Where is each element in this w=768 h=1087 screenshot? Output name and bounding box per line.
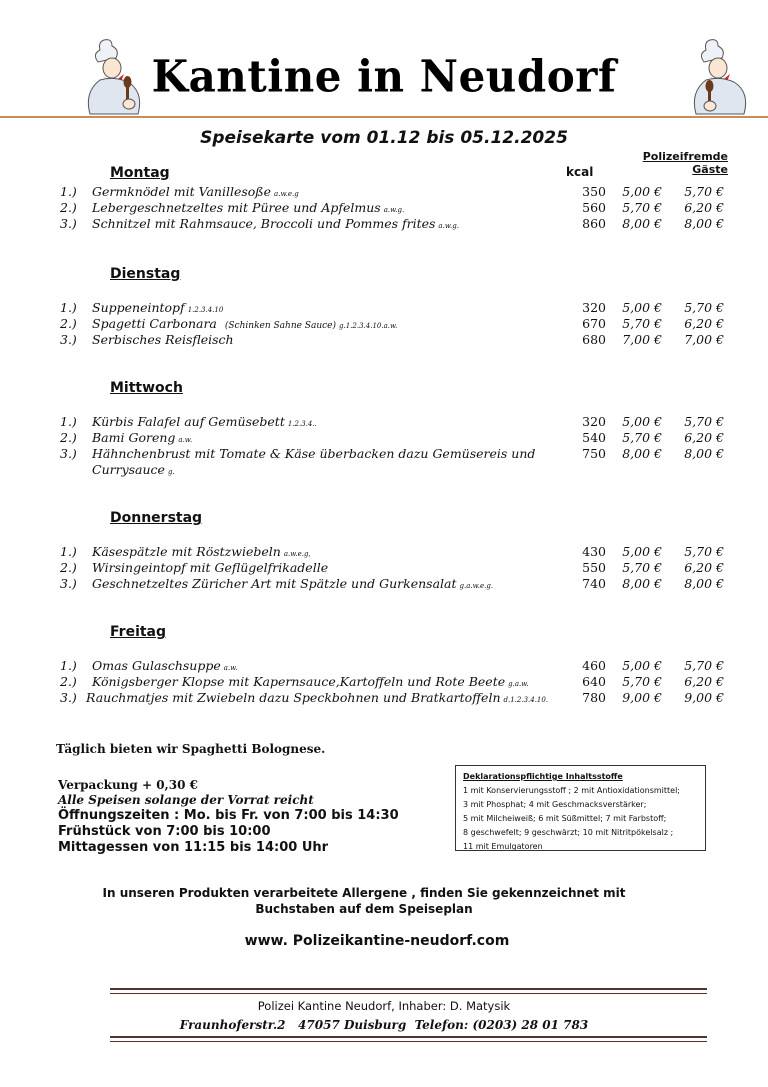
dish-name [92, 576, 493, 591]
price: 9,00 € [622, 690, 662, 705]
price: 5,00 € [622, 414, 662, 429]
menu-item [0, 544, 768, 560]
allergen-codes: g.a.w. [508, 680, 529, 688]
allergen-codes: 1.2.3.4.10 [187, 306, 224, 314]
guest-price: 7,00 € [684, 332, 724, 347]
footer-address: Fraunhoferstr.2 47057 Duisburg Telefon: (0203) 28 01 783 [179, 1018, 589, 1032]
guest-price: 5,70 € [684, 658, 724, 673]
guest-price: 8,00 € [684, 446, 724, 461]
dish-name [92, 430, 192, 445]
kcal-value: 740 [582, 576, 606, 591]
guest-price: 9,00 € [684, 690, 724, 705]
dish-name [92, 200, 404, 215]
allergen-codes: 1.2.3.4.. [287, 420, 317, 428]
declaration-line: 3 mit Phosphat; 4 mit Geschmacksverstärker; [463, 800, 647, 809]
dish-title: Hähnchenbrust mit Tomate & Käse überbacken dazu Gemüsereis und [92, 446, 536, 461]
dish-title: Wirsingeintopf mit Geflügelfrikadelle [92, 560, 329, 575]
dish-title: Bami Goreng [92, 430, 176, 445]
dish-name [92, 316, 397, 331]
dish-title: Kürbis Falafel auf Gemüsebett [92, 414, 285, 429]
kcal-value: 320 [582, 300, 606, 315]
guest-price: 5,70 € [684, 414, 724, 429]
dish-name [92, 544, 311, 559]
dish-title: Omas Gulaschsuppe [92, 658, 221, 673]
dish-title: Lebergeschnetzeltes mit Püree und Apfelmus [92, 200, 381, 215]
kcal-value: 750 [582, 446, 606, 461]
item-number: 3.) [60, 332, 77, 347]
allergen-codes: g.1.2.3.4.10.a.w. [339, 322, 398, 330]
price: 8,00 € [622, 216, 662, 231]
dish-name [86, 690, 548, 705]
item-number: 2.) [60, 560, 77, 575]
supply-note: Alle Speisen solange der Vorrat reicht [58, 793, 314, 807]
kcal-value: 780 [582, 690, 606, 705]
guest-price: 6,20 € [684, 316, 724, 331]
day-heading-freitag: Freitag [110, 624, 167, 640]
dish-name [92, 674, 529, 689]
dish-name [92, 184, 299, 199]
menu-item [0, 316, 768, 332]
price: 5,00 € [622, 658, 662, 673]
allergen-codes: a.w.g. [383, 206, 405, 214]
dish-title: Königsberger Klopse mit Kapernsauce,Kartoffeln und Rote Beete [92, 674, 506, 689]
dish-title: Geschnetzeltes Züricher Art mit Spätzle und Gurkensalat [92, 576, 457, 591]
kcal-value: 540 [582, 430, 606, 445]
kcal-value: 350 [582, 184, 606, 199]
dish-continuation [92, 462, 175, 477]
dish-name [92, 332, 234, 347]
item-number: 1.) [60, 300, 77, 315]
guest-price: 8,00 € [684, 576, 724, 591]
dish-title: Suppeneintopf [92, 300, 185, 315]
dish-title: Serbisches Reisfleisch [92, 332, 234, 347]
dish-name [92, 560, 328, 575]
allergen-codes: d.1.2.3.4.10. [503, 696, 549, 704]
price: 8,00 € [622, 576, 662, 591]
kcal-value: 640 [582, 674, 606, 689]
guest-price: 5,70 € [684, 184, 724, 199]
menu-item [0, 332, 768, 348]
page-title: Kantine in Neudorf [151, 50, 617, 103]
guest-column-header-line2: Gäste [692, 163, 728, 176]
guest-price: 6,20 € [684, 674, 724, 689]
item-number: 2.) [60, 674, 77, 689]
dish-name [92, 414, 317, 429]
dish-title: Spagetti Carbonara [92, 316, 217, 331]
footer-divider-top [110, 988, 707, 990]
kcal-value: 320 [582, 414, 606, 429]
menu-item [0, 300, 768, 316]
menu-item [0, 576, 768, 592]
allergen-codes: a.w.e.g [274, 190, 299, 198]
guest-price: 8,00 € [684, 216, 724, 231]
day-heading-mittwoch: Mittwoch [110, 380, 183, 396]
allergen-note-line1: In unseren Produkten verarbeitete Allergene , finden Sie gekennzeichnet mit [102, 886, 626, 900]
price: 5,00 € [622, 184, 662, 199]
dish-note: (Schinken Sahne Sauce) [224, 321, 337, 331]
dish-name [92, 216, 459, 231]
menu-item [0, 200, 768, 216]
menu-item [0, 430, 768, 446]
declaration-title: Deklarationspflichtige Inhaltsstoffe [463, 772, 623, 781]
menu-item [0, 674, 768, 690]
price: 5,70 € [622, 560, 662, 575]
dish-name [92, 446, 535, 461]
footer-divider-top-thin [110, 993, 707, 994]
packaging-fee: Verpackung + 0,30 € [58, 778, 198, 792]
declaration-line: 5 mit Milcheiweiß; 6 mit Süßmittel; 7 mit Farbstoff; [463, 814, 667, 823]
dish-name [92, 300, 223, 315]
dish-name [92, 658, 238, 673]
website-link[interactable]: www. Polizeikantine-neudorf.com [244, 933, 510, 949]
menu-item [0, 690, 768, 706]
item-number: 1.) [60, 414, 77, 429]
price: 5,70 € [622, 430, 662, 445]
footer-owner: Polizei Kantine Neudorf, Inhaber: D. Matysik [257, 999, 511, 1013]
breakfast-hours: Frühstück von 7:00 bis 10:00 [58, 824, 271, 839]
price: 5,00 € [622, 544, 662, 559]
menu-item [0, 560, 768, 576]
item-number: 2.) [60, 430, 77, 445]
kcal-value: 460 [582, 658, 606, 673]
kcal-value: 550 [582, 560, 606, 575]
daily-offer: Täglich bieten wir Spaghetti Bolognese. [56, 742, 326, 756]
dish-title: Rauchmatjes mit Zwiebeln dazu Speckbohnen und Bratkartoffeln [86, 690, 501, 705]
item-number: 3.) [60, 446, 77, 461]
item-number: 3.) [60, 690, 77, 705]
day-heading-montag: Montag [110, 165, 170, 181]
price: 5,70 € [622, 200, 662, 215]
guest-price: 6,20 € [684, 430, 724, 445]
opening-hours: Öffnungszeiten : Mo. bis Fr. von 7:00 bis 14:30 [58, 808, 399, 823]
guest-price: 5,70 € [684, 300, 724, 315]
declaration-line: 1 mit Konservierungsstoff ; 2 mit Antioxidationsmittel; [463, 786, 681, 795]
price: 5,70 € [622, 316, 662, 331]
footer-divider-bottom [110, 1036, 707, 1038]
allergen-codes: a.w. [223, 664, 238, 672]
item-number: 1.) [60, 658, 77, 673]
allergen-codes: g. [167, 468, 175, 476]
allergen-note-line2: Buchstaben auf dem Speiseplan [255, 902, 473, 916]
kcal-column-header: kcal [566, 165, 594, 179]
kcal-value: 860 [582, 216, 606, 231]
kcal-value: 670 [582, 316, 606, 331]
price: 8,00 € [622, 446, 662, 461]
price: 5,70 € [622, 674, 662, 689]
header-divider [0, 116, 768, 118]
guest-price: 6,20 € [684, 200, 724, 215]
allergen-codes: g.a.w.e.g. [459, 582, 494, 590]
guest-price: 5,70 € [684, 544, 724, 559]
price: 5,00 € [622, 300, 662, 315]
item-number: 2.) [60, 200, 77, 215]
kcal-value: 680 [582, 332, 606, 347]
declaration-box [455, 765, 706, 851]
dish-continuation-text: Currysauce [92, 462, 165, 477]
menu-item [0, 414, 768, 430]
menu-item [0, 216, 768, 232]
item-number: 1.) [60, 544, 77, 559]
guest-price: 6,20 € [684, 560, 724, 575]
kcal-value: 430 [582, 544, 606, 559]
day-heading-donnerstag: Donnerstag [110, 510, 203, 526]
menu-date-range: Speisekarte vom 01.12 bis 05.12.2025 [200, 128, 568, 148]
declaration-line: 8 geschwefelt; 9 geschwärzt; 10 mit Nitritpökelsalz ; [463, 828, 674, 837]
declaration-line: 11 mit Emulgatoren [463, 842, 543, 851]
allergen-codes: a.w.g. [438, 222, 459, 230]
allergen-codes: a.w. [178, 436, 193, 444]
price: 7,00 € [622, 332, 662, 347]
item-number: 2.) [60, 316, 77, 331]
lunch-hours: Mittagessen von 11:15 bis 14:00 Uhr [58, 840, 329, 855]
guest-column-header-line1: Polizeifremde [642, 150, 728, 163]
item-number: 3.) [60, 576, 77, 591]
item-number: 3.) [60, 216, 77, 231]
item-number: 1.) [60, 184, 77, 199]
menu-item [0, 658, 768, 674]
menu-item [0, 184, 768, 200]
menu-item [0, 446, 768, 462]
kcal-value: 560 [582, 200, 606, 215]
footer-divider-bottom-thin [110, 1041, 707, 1042]
allergen-codes: a.w.e.g, [283, 550, 311, 558]
day-heading-dienstag: Dienstag [110, 266, 181, 282]
dish-title: Schnitzel mit Rahmsauce, Broccoli und Pommes frites [92, 216, 436, 231]
dish-title: Käsespätzle mit Röstzwiebeln [92, 544, 281, 559]
dish-title: Germknödel mit Vanillesoße [92, 184, 272, 199]
